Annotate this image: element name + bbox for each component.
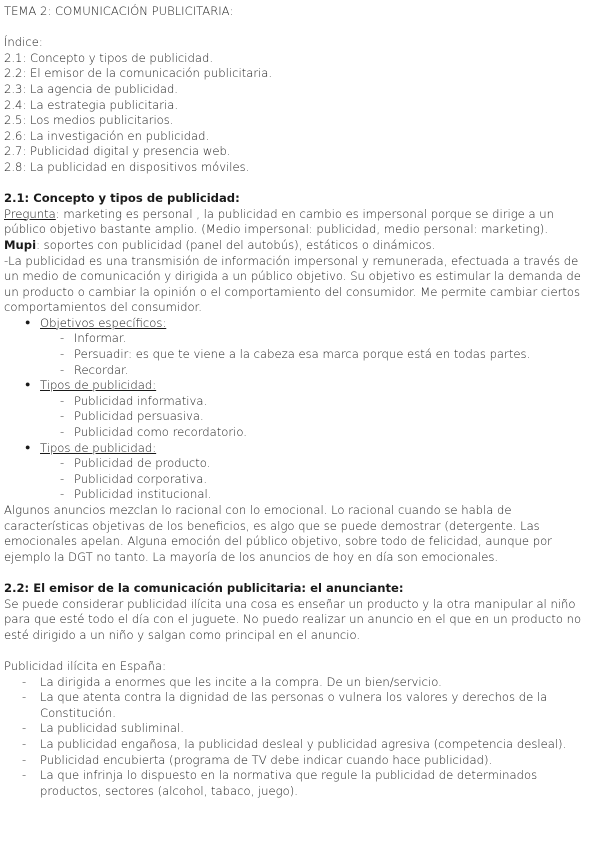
sub-list [40,394,596,441]
illicit-item: - La publicidad engañosa, la publicidad desleal y publicidad agresiva (competencia desleal). [4,737,596,753]
index-item: 2.4: La estrategia publicitaria. [4,97,179,112]
sub-list-item: - Informar. [40,331,596,347]
mupi-paragraph [4,238,596,254]
sub-list-item: - Publicidad como recordatorio. [40,425,596,441]
sub-list [40,331,596,378]
index-item: 2.1: Concepto y tipos de publicidad. [4,50,214,65]
question-text: : marketing es personal , la publicidad en cambio es impersonal porque se dirige a un público objetivo bastante amplio. (Medio impersonal: publicidad, medio personal: marketing). [4,206,554,237]
illicit-item: - La publicidad subliminal. [4,721,596,737]
illicit-item: - La que atenta contra la dignidad de las personas o vulnera los valores y derechos de la Constitución. [4,690,596,721]
sub-list-item: - Publicidad persuasiva. [40,409,596,425]
section-heading-2-1: 2.1: Concepto y tipos de publicidad: [4,191,240,206]
sub-list-item: - Recordar. [40,363,596,379]
closing-paragraph: Algunos anuncios mezclan lo racional con lo emocional. Lo racional cuando se habla de características objetivas de los beneficios, es algo que se puede demostrar (detergente. Las emocionales apelan. Alguna emoción del público objetivo, sobre todo de felicidad, aunque por ejemplo la DGT no tanto. La mayoría de los anuncios de hoy en día son emocionales. [4,503,552,564]
question-label: Pregunta [4,206,56,221]
index-list [4,51,596,176]
spacer [4,20,596,36]
spacer [4,565,596,581]
mupi-label: Mupi [4,237,37,252]
index-item: 2.5: Los medios publicitarios. [4,113,174,128]
illicit-heading: Publicidad ilícita en España: [4,658,166,673]
objectives-and-types-list [4,316,596,503]
advertiser-paragraph: Se puede considerar publicidad ilícita una cosa es enseñar un producto y la otra manipular al niño para que esté todo el día con el juguete. No puedo realizar un anuncio en el que en un producto no esté dirigido a un niño y salgan como principal en el anuncio. [4,596,582,642]
sub-list-item: - Persuadir: es que te viene a la cabeza esa marca porque está en todas partes. [40,347,596,363]
illicit-item: - Publicidad encubierta (programa de TV debe indicar cuando hace publicidad). [4,753,596,769]
sub-list [40,456,596,503]
index-item: 2.2: El emisor de la comunicación publicitaria. [4,66,273,81]
illicit-item: - La que infrinja lo dispuesto en la normativa que regule la publicidad de determinados productos, sectores (alcohol, tabaco, juego). [4,768,596,799]
illicit-list [4,675,596,800]
bullet-label: Tipos de publicidad: [40,440,157,455]
sub-list-item: - Publicidad institucional. [40,487,596,503]
definition-paragraph: -La publicidad es una transmisión de información impersonal y remunerada, efectuada a través de un medio de comunicación y dirigida a un público objetivo. Su objetivo es estimular la demanda de un producto o cambiar la opinión o el comportamiento del consumidor. Me permite cambiar ciertos comportamientos del consumidor. [4,253,581,315]
document-title: TEMA 2: COMUNICACIÓN PUBLICITARIA: [4,4,234,18]
bullet-label: Tipos de publicidad: [40,378,157,393]
index-heading: Índice: [4,35,43,50]
bullet-item [4,441,596,503]
sub-list-item: - Publicidad corporativa. [40,472,596,488]
illicit-item: - La dirigida a enormes que les incite a la compra. De un bien/servicio. [4,675,596,691]
bullet-item [4,316,596,378]
sub-list-item: - Publicidad de producto. [40,456,596,472]
section-heading-2-2: 2.2: El emisor de la comunicación publicitaria: el anunciante: [4,580,404,595]
bullet-label: Objetivos específicos: [40,315,167,330]
bullet-item [4,378,596,440]
index-item: 2.3: La agencia de publicidad. [4,81,178,96]
index-item: 2.7: Publicidad digital y presencia web. [4,144,231,159]
index-item: 2.8: La publicidad en dispositivos móviles. [4,159,250,174]
index-item: 2.6: La investigación en publicidad. [4,128,210,143]
spacer [4,176,596,192]
spacer [4,643,596,659]
question-paragraph [4,207,596,238]
mupi-text: : soportes con publicidad (panel del autobús), estáticos o dinámicos. [36,237,436,252]
sub-list-item: - Publicidad informativa. [40,394,596,410]
